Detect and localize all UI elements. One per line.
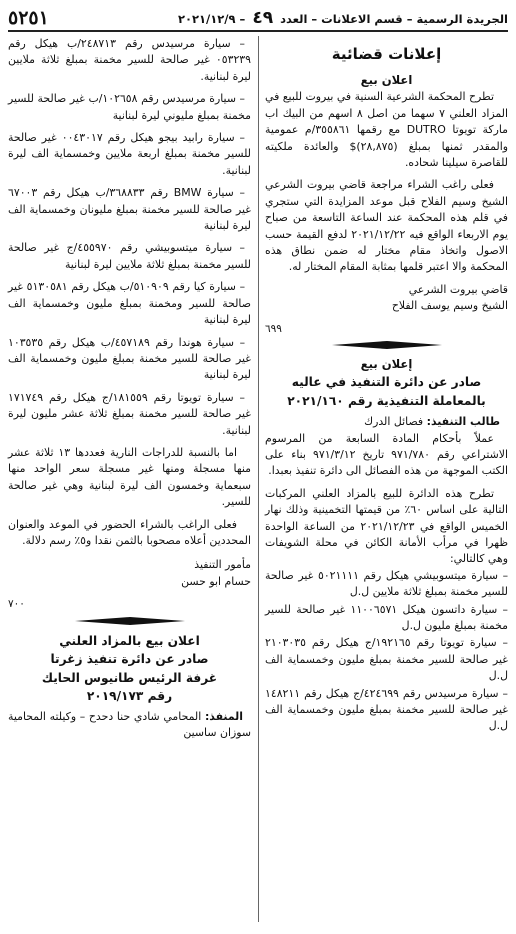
ad1-paragraph-1: تطرح المحكمة الشرعية السنية في بيروت للبيع في المزاد العلني ٧ سهما من اصل ٨ اسهم من البيك اب ماركة تويوتا DUTRO مع رقمها ٣٥٥٨٦١/م عمومية والمقدر ثمنها بمبلغ (٢٨,٨٧٥)$ والعائدة ملكيته للقاصرة سيلينا شحاده. [265, 90, 508, 170]
list-item: – سيارة مرسيدس رقم ٤٢٤٦٩٩/ج هيكل رقم ١٤٨٢١١ غير صالحة للسير مخمنة بمبلغ مليون وخمسماية الف ل.ل [265, 686, 508, 733]
list-item: – سيارة مرسيدس رقم ١٠٢٦٥٨/ب غير صالحة للسير مخمنة بمبلغ مليوني ليرة لبنانية [8, 92, 251, 122]
ad3-heading-1: اعلان بيع بالمزاد العلني [59, 633, 200, 648]
page-header [8, 6, 508, 32]
divider-ornament [8, 616, 251, 628]
section-title: إعلانات قضائية [331, 45, 442, 63]
ad2-heading-3: بالمعاملة التنفيذية رقم ٢٠٢١/١٦٠ [287, 393, 486, 408]
executor-signature-name: حسام ابو حسن [181, 574, 251, 588]
list-item: – سيارة داتسون هيكل ١١٠٠٦٥٧١ غير صالحة للسير مخمنة بمبلغ مليون ل.ل [265, 602, 508, 632]
title-part2: – ٢٠٢١/١٢/٩ [177, 12, 246, 26]
ad3-heading-4: رقم ٢٠١٩/١٧٣ [86, 689, 173, 704]
column-separator [258, 36, 259, 922]
list-item: – سيارة ميتسوبيشي هيكل رقم ٥٠٢١١١١ غير صالحة للسير مخمنة بمبلغ ثلاثة ملايين ل.ل [265, 568, 509, 599]
ad1-heading: اعلان بيع [360, 73, 413, 88]
ad2-paragraph-2: تطرح هذه الدائرة للبيع بالمزاد العلني المركبات التالية على اساس ٦٠٪ من قيمتها التخمينية وذلك نهار الخميس الواقع في ٢٠٢١/١٢/٢٣ من الساعة الواحدة ظهرا في مرأب الأمانة الكائن في محلة الشويفات وهي كالتالي: [265, 486, 508, 566]
ad3-executor-text: المحامي شادي حنا دحدح – وكيلته المحامية سوزان ساسين [8, 709, 251, 739]
list-item: – سيارة مرسيدس رقم ٢٤٨٧١٣/ب هيكل رقم ٠٥٣٢٣٩ غير صالحة للسير مخمنة بمبلغ ثلاثة ملايين ليرة لبنانية. [8, 37, 251, 83]
ad3-executor [8, 709, 251, 742]
divider-ornament-icon [75, 616, 185, 626]
list-item: – سيارة ميتسوبيشي رقم ٤٥٥٩٧٠/ج غير صالحة للسير مخمنة بمبلغ ثلاثة ملايين ليرة لبنانية [8, 241, 251, 271]
ad1-signature-title: قاضي بيروت الشرعي [408, 282, 508, 296]
issue-number: ٤٩ [252, 8, 274, 28]
list-item: – سيارة رابيد بيجو هيكل رقم ٠٠٤٣٠١٧ غير صالحة للسير مخمنة بمبلغ اربعة ملايين وخمسماية الف ليرة لبنانية. [8, 131, 251, 177]
divider-ornament [265, 340, 508, 352]
title-part1: الجريدة الرسمية – قسم الاعلانات – العدد [280, 12, 508, 26]
ad1-number: ٦٩٩ [265, 322, 282, 335]
ad2-heading-1: إعلان بيع [360, 357, 413, 372]
ad1-paragraph-2: فعلى راغب الشراء مراجعة قاضي بيروت الشرعي الشيخ وسيم الفلاح قبل موعد المزايدة التي ستجري في قلم هذه المحكمة عند الساعة التاسعة من صباح يوم الاربعاء الواقع فيه ٢٠٢١/١٢/٢٢ لدفع القيمة حسب الاصول واتخاذ مقام مختار له ضمن نطاق هذه المحكمة والا اعتبر قلمها بمثابة المقام المختار له. [265, 178, 508, 274]
ad2-number: ٧٠٠ [8, 598, 25, 611]
list-item: – سيارة BMW رقم ٣٦٨٨٣٣/ب هيكل رقم ٦٧٠٠٣ غير صالحة للسير مخمنة بمبلغ مليونان وخمسماية الف ليرة لبنانية [8, 186, 251, 233]
right-column [265, 36, 508, 926]
ad2-heading-2: صادر عن دائرة التنفيذ في عاليه [291, 375, 482, 390]
ad1-signature-name: الشيخ وسيم يوسف الفلاح [391, 299, 508, 313]
list-item: – سيارة تويوتا رقم ١٨١٥٥٩/ج هيكل رقم ١٧١٧٤٩ غير صالحة للسير مخمنة بمبلغ ثلاثة عشر مليون ليرة لبنانية. [8, 390, 251, 437]
divider-ornament-icon [332, 340, 442, 350]
list-item: – سيارة تويوتا رقم ١٩٢١٦٥/ج هيكل رقم ٢١٠٣٠٣٥ غير صالحة للسير مخمنة بمبلغ مليون وخمسماية الف ل.ل [265, 636, 508, 683]
ad2-applicant-name: فصائل الدرك [364, 415, 424, 429]
attend-paragraph: فعلى الراغب بالشراء الحضور في الموعد والعنوان المحددين أعلاه مصحوبا بالثمن نقدا و٥٪ رسم دلالة. [8, 517, 251, 547]
ad2-applicant-label: طالب التنفيذ: [426, 415, 500, 429]
page-number: ٥٢٥١ [8, 7, 49, 29]
gazette-title [178, 8, 508, 28]
executor-signature-title: مأمور التنفيذ [194, 558, 251, 572]
ad2-applicant [265, 414, 508, 430]
list-item: – سيارة هوندا رقم ٤٥٧١٨٩/ب هيكل رقم ١٠٣٥٣٥ غير صالحة للسير مخمنة بمبلغ مليون وخمسماية الف ليرة لبنانية [8, 335, 251, 382]
ad2-paragraph-1: عملاً بأحكام المادة السابعة من المرسوم الاشتراعي رقم ٩٧١/٧٨٠ تاريخ ٩٧١/٣/١٢ بناء على الكتب الموجهة من هذه الفصائل الى دائرة تنفيذ بعبدا. [265, 431, 508, 478]
bikes-paragraph: اما بالنسبة للدراجات النارية فعددها ١٣ ثلاثة عشر منها مسجلة ومنها غير مسجلة سعر الواحد منها سبعماية وخمسون الف ليرة لبنانية وهي غير صالحة للسير. [8, 445, 251, 509]
ad3-heading-2: صادر عن دائرة تنفيذ زغرتا [50, 652, 209, 667]
ad3-executor-label: المنفذ: [204, 709, 243, 723]
list-item: – سيارة كيا رقم ٥١٠٩٠٩/ب هيكل رقم ٥١٣٠٥٨١ غير صالحة للسير ومخمنة بمبلغ مليون وخمسماية الف ليرة لبنانية [8, 280, 251, 327]
left-column [8, 36, 251, 926]
ad3-heading-3: غرفة الرئيس طانيوس الحايك [41, 670, 218, 685]
